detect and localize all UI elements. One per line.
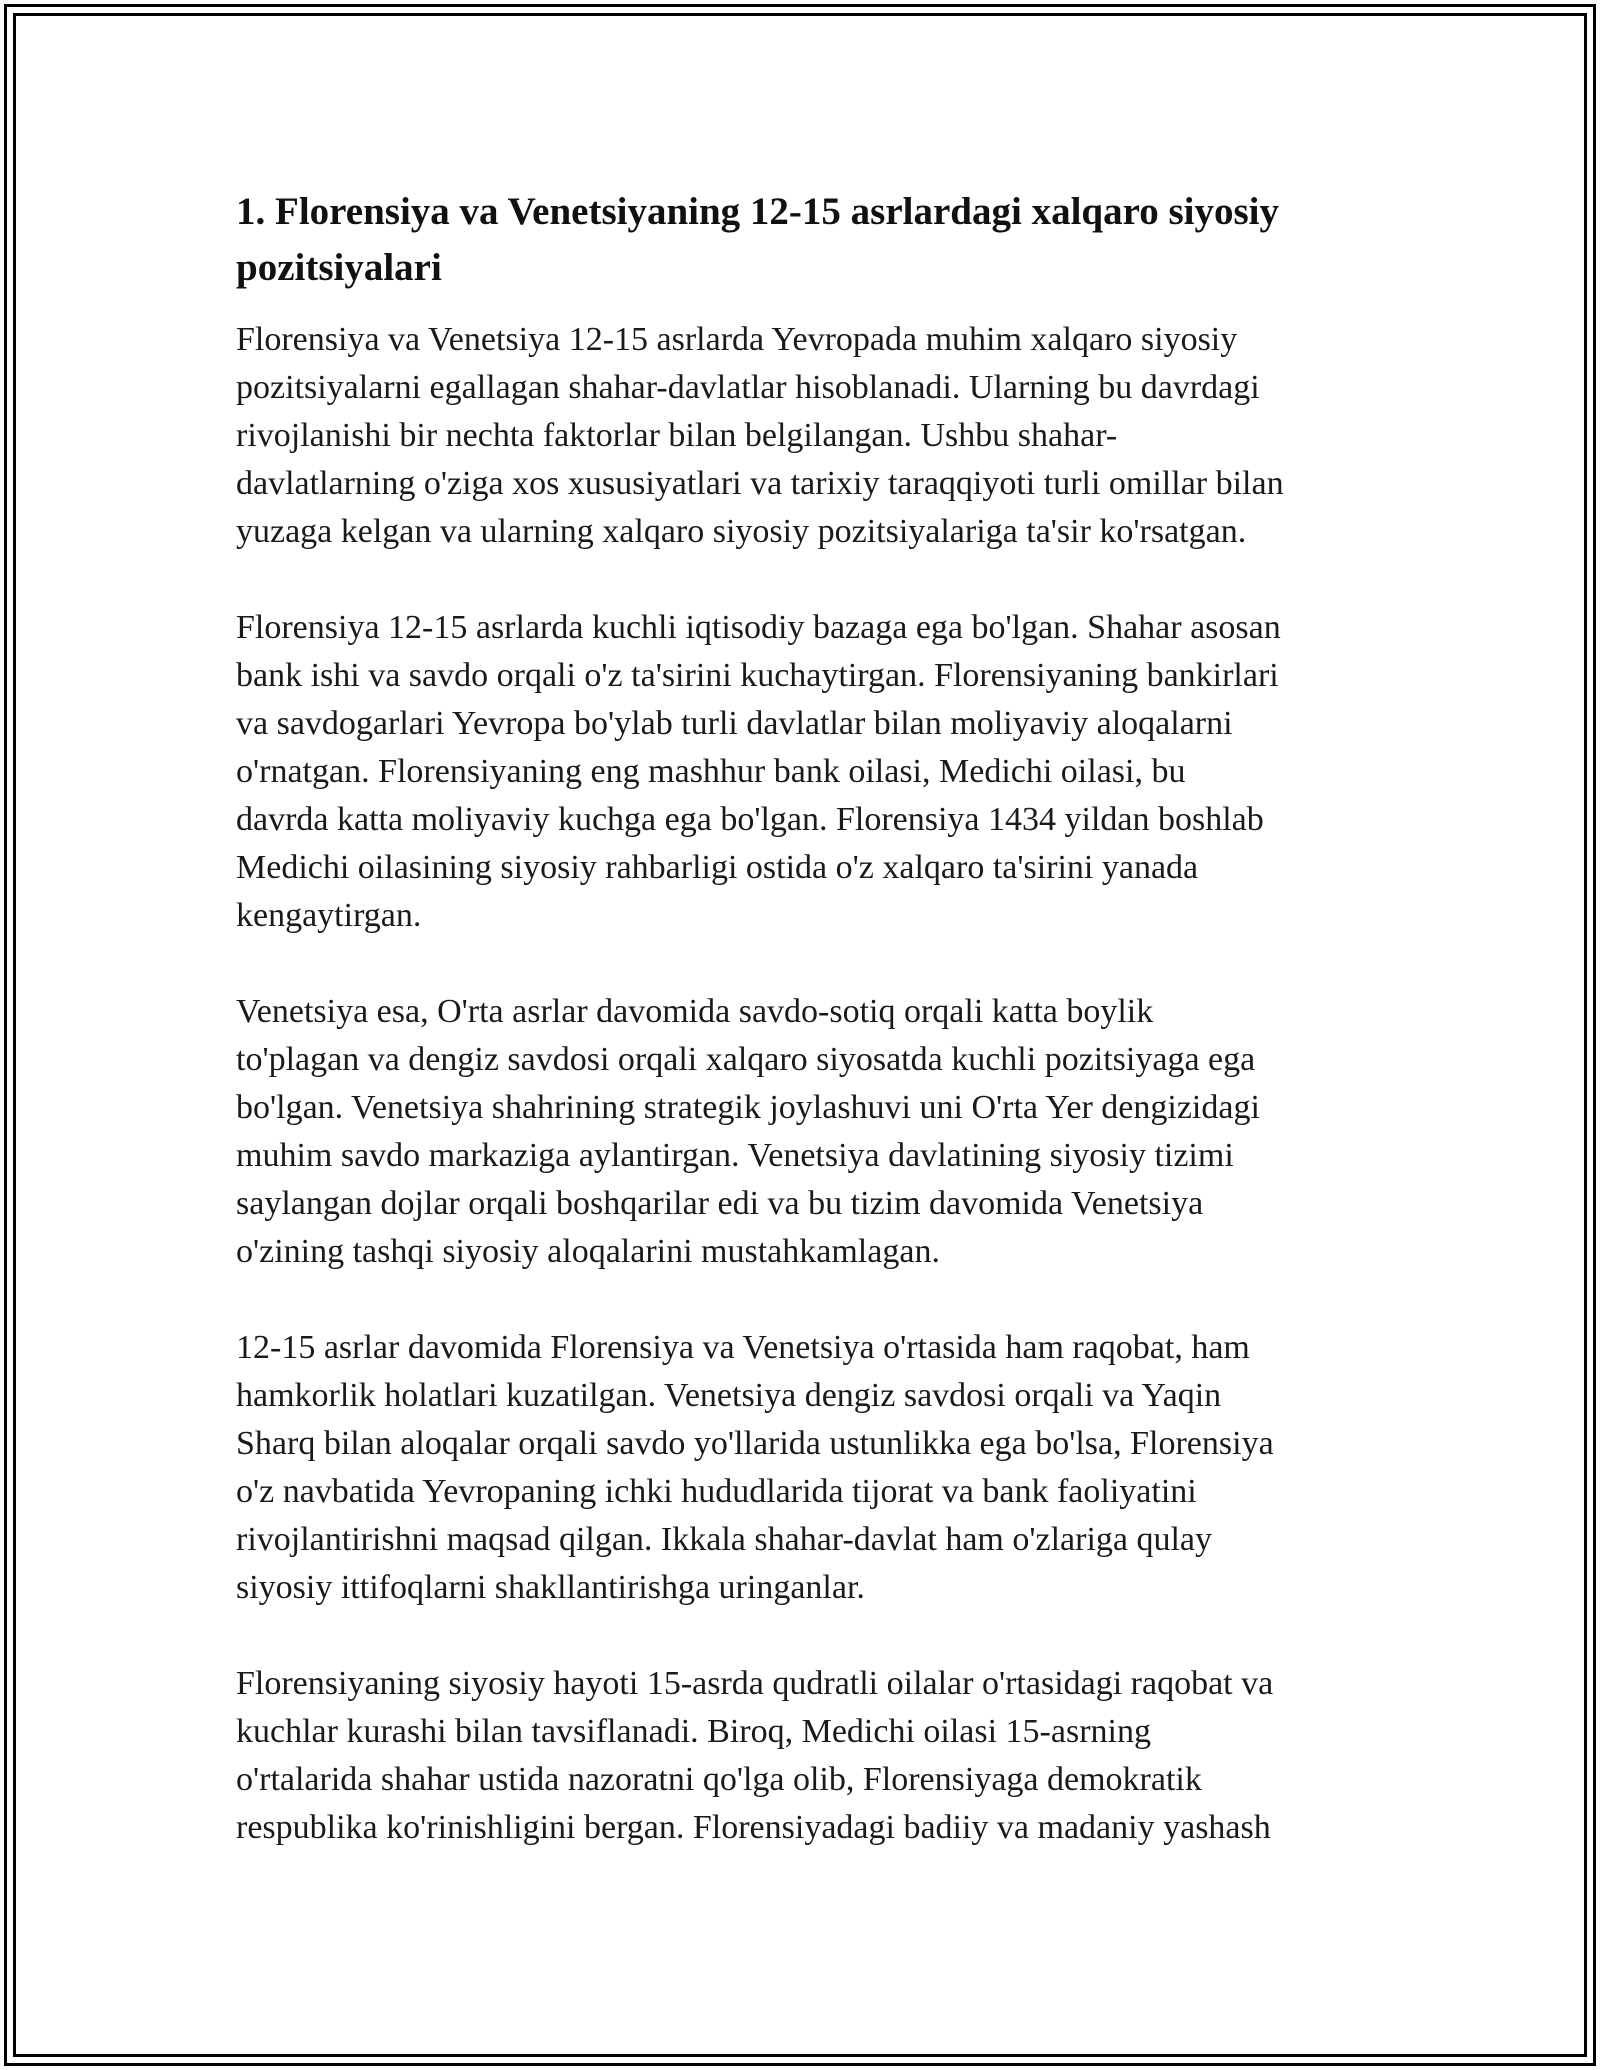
paragraph-5: Florensiyaning siyosiy hayoti 15-asrda qudratli oilalar o'rtasidagi raqobat va kuchlar kurashi bilan tavsiflanadi. Biroq, Medichi oilasi 15-asrning o'rtalarida shahar ustida nazoratni qo'lga olib, Florensiyaga demokratik respublika ko'rinishligini bergan. Florensiyadagi badiiy va madaniy yashash: [236, 1665, 1274, 1846]
paragraph-2: Florensiya 12-15 asrlarda kuchli iqtisodiy bazaga ega bo'lgan. Shahar asosan bank ishi va savdo orqali o'z ta'sirini kuchaytirgan. Florensiyaning bankirlari va savdogarlari Yevropa bo'ylab turli davlatlar bilan moliyaviy aloqalarni o'rnatgan. Florensiyaning eng mashhur bank oilasi, Medichi oilasi, bu davrda katta moliyaviy kuchga ega bo'lgan. Florensiya 1434 yildan boshlab Medichi oilasining siyosiy rahbarligi ostida o'z xalqaro ta'sirini yanada kengaytirgan.: [236, 609, 1281, 934]
paragraph-4: 12-15 asrlar davomida Florensiya va Venetsiya o'rtasida ham raqobat, ham hamkorlik holatlari kuzatilgan. Venetsiya dengiz savdosi orqali va Yaqin Sharq bilan aloqalar orqali savdo yo'llarida ustunlikka ega bo'lsa, Florensiya o'z navbatida Yevropaning ichki hududlarida tijorat va bank faoliyatini rivojlantirishni maqsad qilgan. Ikkala shahar-davlat ham o'zlariga qulay siyosiy ittifoqlarni shakllantirishga uringanlar.: [236, 1329, 1274, 1606]
paragraph-1: Florensiya va Venetsiya 12-15 asrlarda Yevropada muhim xalqaro siyosiy pozitsiyalarni egallagan shahar-davlatlar hisoblanadi. Ularning bu davrdagi rivojlanishi bir nechta faktorlar bilan belgilangan. Ushbu shahar- davlatlarning o'ziga xos xususiyatlari va tarixiy taraqqiyoti turli omillar bilan yuzaga kelgan va ularning xalqaro siyosiy pozitsiyalariga ta'sir ko'rsatgan.: [236, 321, 1284, 550]
document-body: [236, 184, 1376, 1900]
section-heading: 1. Florensiya va Venetsiyaning 12-15 asrlardagi xalqaro siyosiy pozitsiyalari: [236, 190, 1279, 289]
paragraph-3: Venetsiya esa, O'rta asrlar davomida savdo-sotiq orqali katta boylik to'plagan va dengiz savdosi orqali xalqaro siyosatda kuchli pozitsiyaga ega bo'lgan. Venetsiya shahrining strategik joylashuvi uni O'rta Yer dengizidagi muhim savdo markaziga aylantirgan. Venetsiya davlatining siyosiy tizimi saylangan dojlar orqali boshqarilar edi va bu tizim davomida Venetsiya o'zining tashqi siyosiy aloqalarini mustahkamlagan.: [236, 993, 1260, 1270]
